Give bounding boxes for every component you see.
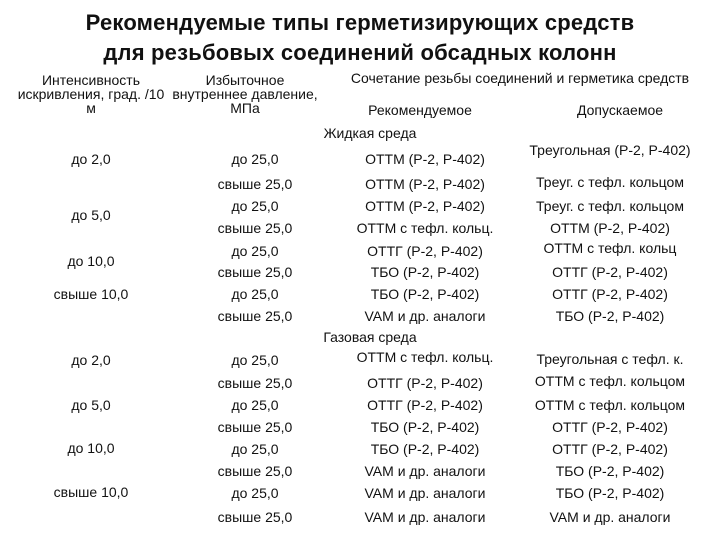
liquid-recommended-cell: ОТТМ (Р-2, Р-402)	[365, 151, 485, 167]
liquid-intensity-cell: до 10,0	[67, 253, 115, 269]
gas-intensity-cell: до 2,0	[71, 352, 111, 368]
gas-recommended-cell: ТБО (Р-2, Р-402)	[370, 419, 480, 435]
gas-recommended-cell: VAM и др. аналоги	[364, 509, 486, 525]
liquid-pressure-cell: свыше 25,0	[217, 264, 293, 280]
gas-pressure-cell: до 25,0	[231, 441, 279, 457]
gas-recommended-cell: VAM и др. аналоги	[364, 485, 486, 501]
gas-pressure-cell: свыше 25,0	[217, 463, 293, 479]
slide-title-line-2: для резьбовых соединений обсадных колонн	[103, 40, 617, 65]
liquid-allowed-cell: ОТТГ (Р-2, Р-402)	[552, 286, 668, 302]
gas-allowed-cell: ТБО (Р-2, Р-402)	[555, 463, 665, 479]
header-allowed: Допускаемое	[576, 102, 664, 118]
header-recommended: Рекомендуемое	[368, 102, 472, 118]
liquid-pressure-cell: свыше 25,0	[217, 176, 293, 192]
liquid-allowed-cell: ОТТМ с тефл. кольц	[543, 240, 677, 256]
gas-pressure-cell: до 25,0	[231, 485, 279, 501]
gas-recommended-cell: ТБО (Р-2, Р-402)	[370, 441, 480, 457]
header-pressure: Избыточное внутреннее давление, МПа	[172, 72, 318, 116]
liquid-recommended-cell: ТБО (Р-2, Р-402)	[370, 264, 480, 280]
gas-pressure-cell: свыше 25,0	[217, 419, 293, 435]
liquid-recommended-cell: ОТТМ с тефл. кольц.	[356, 220, 494, 236]
gas-pressure-cell: свыше 25,0	[217, 375, 293, 391]
gas-allowed-cell: ОТТМ с тефл. кольцом	[534, 397, 686, 413]
liquid-pressure-cell: свыше 25,0	[217, 220, 293, 236]
gas-allowed-cell: ОТТМ с тефл. кольцом	[534, 373, 686, 389]
gas-pressure-cell: до 25,0	[231, 397, 279, 413]
liquid-intensity-cell: свыше 10,0	[53, 286, 129, 302]
liquid-recommended-cell: ОТТМ (Р-2, Р-402)	[365, 198, 485, 214]
liquid-pressure-cell: до 25,0	[231, 286, 279, 302]
liquid-allowed-cell: Треуг. с тефл. кольцом	[536, 198, 684, 214]
gas-recommended-cell: ОТТМ с тефл. кольц.	[356, 349, 494, 365]
gas-pressure-cell: свыше 25,0	[217, 509, 293, 525]
liquid-allowed-cell: ОТТМ (Р-2, Р-402)	[550, 220, 670, 236]
header-intensity: Интенсивность искривления, град. /10 м	[17, 72, 165, 116]
liquid-recommended-cell: ОТТГ (Р-2, Р-402)	[367, 243, 483, 259]
section-liquid-label: Жидкая среда	[323, 125, 417, 141]
gas-recommended-cell: ОТТГ (Р-2, Р-402)	[367, 397, 483, 413]
liquid-allowed-cell: Треуг. с тефл. кольцом	[536, 174, 684, 190]
gas-intensity-cell: свыше 10,0	[53, 484, 129, 500]
liquid-allowed-cell: Треугольная (Р-2, Р-402)	[529, 142, 691, 158]
gas-recommended-cell: VAM и др. аналоги	[364, 463, 486, 479]
header-combination-group: Сочетание резьбы соединений и герметика средств	[350, 70, 690, 86]
liquid-pressure-cell: до 25,0	[231, 198, 279, 214]
liquid-pressure-cell: до 25,0	[231, 243, 279, 259]
gas-intensity-cell: до 10,0	[67, 440, 115, 456]
slide-title-line-1: Рекомендуемые типы герметизирующих средств	[85, 10, 635, 35]
liquid-pressure-cell: свыше 25,0	[217, 308, 293, 324]
gas-allowed-cell: VAM и др. аналоги	[549, 509, 671, 525]
liquid-intensity-cell: до 2,0	[71, 151, 111, 167]
liquid-recommended-cell: ОТТМ (Р-2, Р-402)	[365, 176, 485, 192]
liquid-allowed-cell: ОТТГ (Р-2, Р-402)	[552, 264, 668, 280]
gas-allowed-cell: Треугольная с тефл. к.	[536, 351, 684, 367]
gas-recommended-cell: ОТТГ (Р-2, Р-402)	[367, 375, 483, 391]
gas-pressure-cell: до 25,0	[231, 352, 279, 368]
gas-allowed-cell: ОТТГ (Р-2, Р-402)	[552, 441, 668, 457]
gas-allowed-cell: ТБО (Р-2, Р-402)	[555, 485, 665, 501]
gas-allowed-cell: ОТТГ (Р-2, Р-402)	[552, 419, 668, 435]
liquid-pressure-cell: до 25,0	[231, 151, 279, 167]
liquid-recommended-cell: ТБО (Р-2, Р-402)	[370, 286, 480, 302]
liquid-recommended-cell: VAM и др. аналоги	[364, 308, 486, 324]
section-gas-label: Газовая среда	[323, 329, 417, 345]
liquid-intensity-cell: до 5,0	[71, 207, 111, 223]
liquid-allowed-cell: ТБО (Р-2, Р-402)	[555, 308, 665, 324]
gas-intensity-cell: до 5,0	[71, 397, 111, 413]
